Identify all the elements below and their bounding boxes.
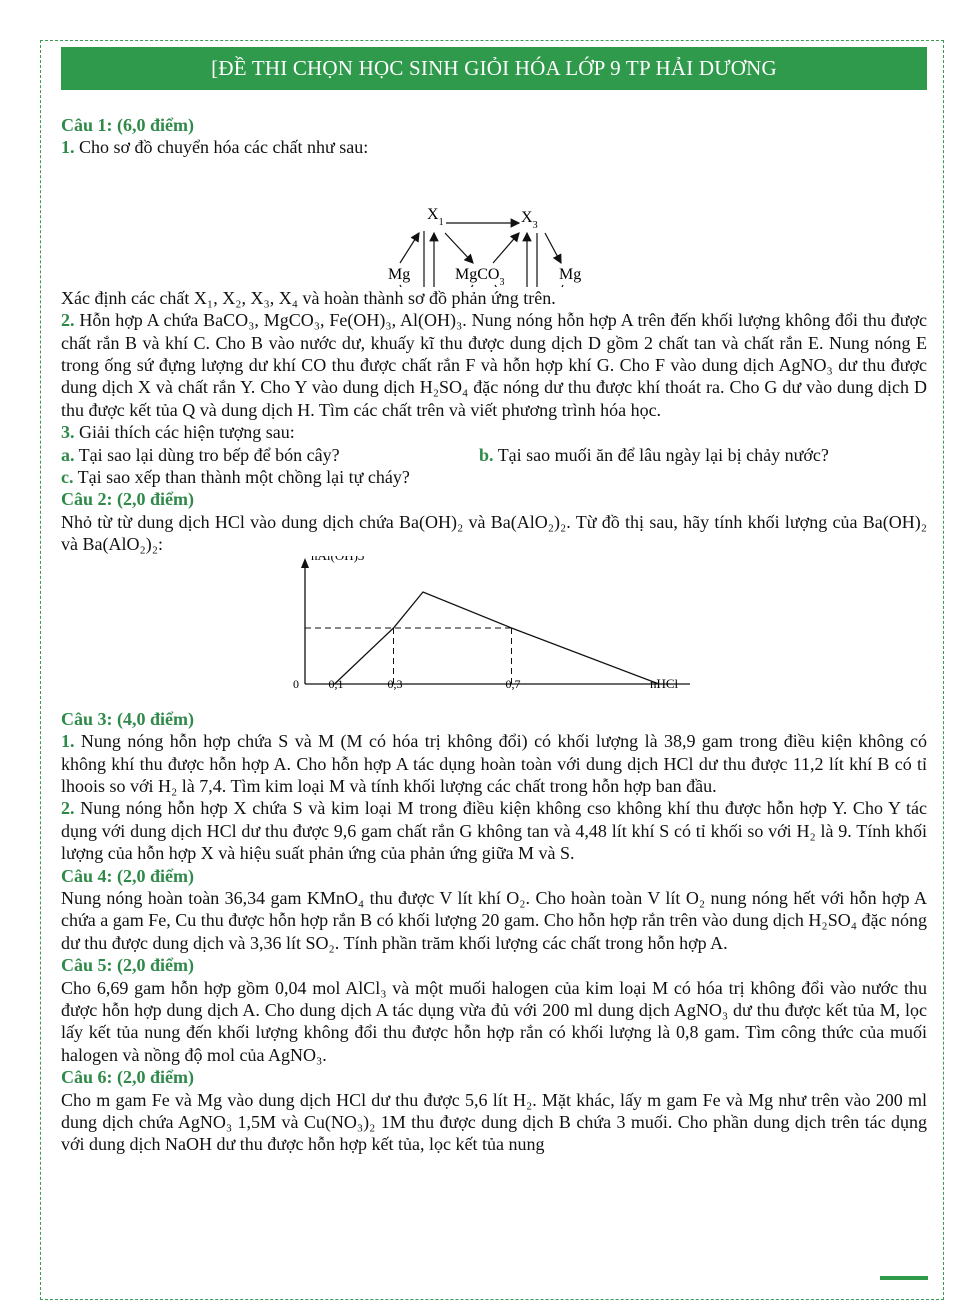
- q1-part3-num: 3.: [61, 422, 75, 443]
- q3-part1-num: 1.: [61, 731, 75, 752]
- q1-title: Câu 1: (6,0 điểm): [61, 115, 194, 135]
- q1-part3-b: [479, 444, 829, 466]
- series-line: [335, 592, 660, 684]
- scheme-center: MgCO$_3$: [455, 265, 505, 287]
- q1-part3-text: Giải thích các hiện tượng sau:: [74, 422, 295, 443]
- q6-title: Câu 6: (2,0 điểm): [61, 1067, 194, 1088]
- q3-part2: [61, 797, 927, 864]
- q1-part1: [61, 136, 927, 158]
- x-axis-label: nHCl: [650, 675, 679, 691]
- q1-b-text: Tại sao muối ăn để lâu ngày lại bị chảy nước?: [493, 444, 829, 465]
- arrow-mgco3-x3: [493, 233, 519, 263]
- q2-text: Nhỏ từ từ dung dịch HCl vào dung dịch chứa Ba(OH)₂ và Ba(AlO₂)₂. Từ đồ thị sau, hãy tính khối lượng của Ba(OH)₂ và Ba(AlO₂)₂:: [61, 511, 927, 555]
- q5-title: Câu 5: (2,0 điểm): [61, 955, 194, 976]
- q1-part2: [61, 309, 927, 421]
- x-tick-label: 0: [293, 676, 299, 691]
- arrow-mg-x1: [400, 233, 419, 263]
- q1-part1-after: Xác định các chất X₁, X₂, X₃, X₄ và hoàn thành sơ đồ phản ứng trên.: [61, 287, 556, 308]
- scheme-svg: [61, 159, 927, 287]
- y-axis-arrow: [301, 558, 309, 568]
- q1-b-label: b.: [479, 444, 494, 465]
- footer-accent: [880, 1276, 928, 1280]
- q1-a-text: Tại sao lại dùng tro bếp để bón cây?: [74, 444, 340, 465]
- q1-part3-c: [61, 466, 927, 488]
- q1-c-label: c.: [61, 467, 74, 488]
- q1-part2-num: 2.: [61, 310, 75, 331]
- q1-part2-text: Hỗn hợp A chứa BaCO₃, MgCO₃, Fe(OH)₃, Al(OH)₃. Nung nóng hỗn hợp A trên đến khối lượng không đổi thu được chất rắn B và khí C. Cho B vào nước dư, khuấy kĩ thu được dung dịch D gồm 2 chất tan và chất rắn E. Nung nóng E trong ống sứ đựng lượng dư khí CO thu được chất rắn F và hỗn hợp khí G. Cho F vào dung dịch AgNO₃ dư thu được dung dịch X và chất rắn Y. Cho Y vào dung dịch H₂SO₄ đặc nóng dư thu được khí thoát ra. Cho G dư vào dung dịch D thu được kết tủa Q và dung dịch H. Tìm các chất trên và viết phương trình hóa học.: [61, 310, 927, 420]
- arrow-mgco3-x2: [443, 285, 473, 287]
- arrow-x1-mgco3: [445, 233, 473, 263]
- q3-part2-text: Nung nóng hỗn hợp X chứa S và kim loại M trong điều kiện không cso không khí thu được hỗn hợp Y. Cho Y tác dụng với dung dịch HCl dư thu được 9,6 gam chất rắn G không tan và 4,48 lít khí S có tỉ khối so với H₂ là 9. Tính khối lượng của hỗn hợp X và hiệu suất phản ứng của phản ứng giữa M và S.: [61, 798, 927, 864]
- arrow-x3-mg: [545, 233, 561, 263]
- q1-c-text: Tại sao xếp than thành một chồng lại tự cháy?: [73, 467, 410, 488]
- scheme-x3: $X_3$: [521, 208, 538, 231]
- q6-text: Cho m gam Fe và Mg vào dung dịch HCl dư thu được 5,6 lít H₂. Mặt khác, lấy m gam Fe và Mg như trên vào 200 ml dung dịch chứa AgNO₃ 1,5M và Cu(NO₃)₂ 1M thu được dung dịch B chứa 3 muối. Cho phần dung dịch trên tác dụng với dung dịch NaOH dư thu được hỗn hợp kết tủa, lọc kết tủa nung: [61, 1089, 927, 1155]
- chart-svg: [61, 556, 927, 708]
- x-tick-label: 0,1: [328, 676, 344, 691]
- q1-a-label: a.: [61, 444, 75, 465]
- q1-part1-text: Cho sơ đồ chuyển hóa các chất như sau:: [74, 137, 369, 158]
- q3-title: Câu 3: (4,0 điểm): [61, 708, 194, 729]
- q1-part3-ab: [61, 444, 927, 466]
- q1-part3: [61, 421, 927, 443]
- scheme-x1: $X_1$: [427, 205, 444, 228]
- scheme-mg-right: Mg: [559, 265, 582, 283]
- q2-chart: [61, 556, 927, 708]
- q2-title: Câu 2: (2,0 điểm): [61, 489, 194, 510]
- q4-title: Câu 4: (2,0 điểm): [61, 865, 194, 886]
- q3-part1-text: Nung nóng hỗn hợp chứa S và M (M có hóa trị không đổi) có khối lượng là 38,9 gam trong điều kiện không có không khí thu được hỗn hợp A. Cho hỗn hợp A tác dụng hoàn toàn với dung dịch HCl dư thu được 11,2 lít khí B có tỉ lhoois so với H₂ là 7,4. Tìm kim loại M và tính khối lượng các chất trong hỗn hợp ban đầu.: [61, 731, 927, 796]
- arrow-mg-x2: [400, 285, 419, 287]
- q1-part3-a: [61, 444, 479, 466]
- q3-part1: [61, 730, 927, 797]
- q4-text: Nung nóng hoàn toàn 36,34 gam KMnO₄ thu được V lít khí O₂. Cho hoàn toàn V lít O₂ nung nóng hết với hỗn hợp A chứa a gam Fe, Cu thu được hỗn hợp rắn B có khối lượng 20 gam. Cho hỗn hợp rắn trên vào dung dịch H₂SO₄ đặc nóng dư thu được dung dịch và 3,36 lít SO₂. Tính phần trăm khối lượng các chất trong hỗn hợp A.: [61, 887, 927, 953]
- q1-part1-num: 1.: [61, 137, 75, 158]
- arrow-mg-x4: [545, 285, 563, 287]
- scheme-mg-left: Mg: [388, 265, 411, 283]
- exam-content: [61, 114, 927, 1156]
- conversion-scheme: [61, 159, 927, 287]
- q3-part2-num: 2.: [61, 798, 75, 819]
- q5-text: Cho 6,69 gam hỗn hợp gồm 0,04 mol AlCl₃ và một muối halogen của kim loại M có hóa trị không đổi vào nước thu được hỗn hợp dung dịch A. Cho dung dịch A tác dụng vừa đủ với 200 ml dung dịch AgNO₃ dư thu được kết tủa M, lọc lấy kết tủa nung đến khối lượng không đổi thu được hỗn hợp rắn có khối lượng là 0,8 gam. Tìm công thức của muối halogen và nồng độ mol của AgNO₃.: [61, 977, 927, 1065]
- y-axis-label: [311, 556, 364, 563]
- x-tick-label: 0,3: [387, 676, 403, 691]
- page-title: [ĐỀ THI CHỌN HỌC SINH GIỎI HÓA LỚP 9 TP HẢI DƯƠNG: [61, 47, 927, 90]
- x-tick-label: 0,7: [505, 676, 521, 691]
